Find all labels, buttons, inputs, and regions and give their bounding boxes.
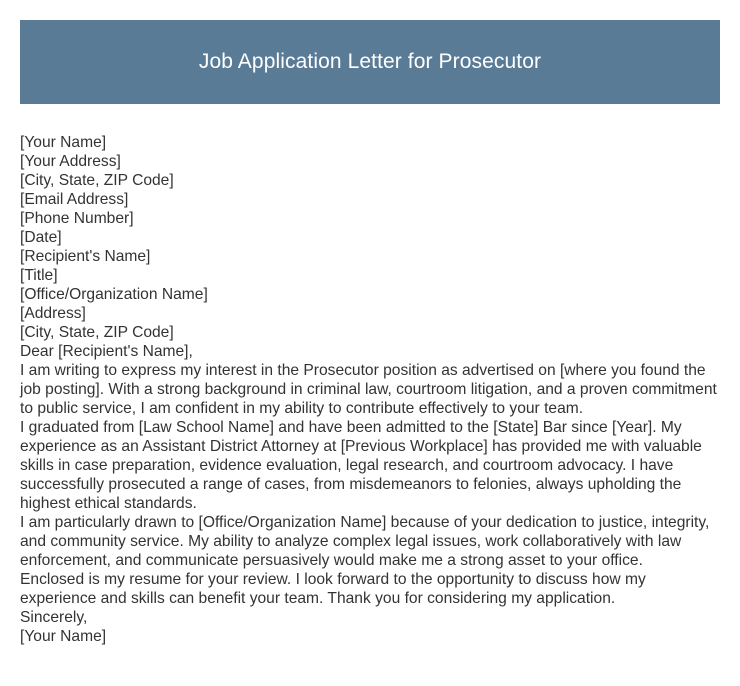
sender-address: [Your Address]	[20, 153, 121, 170]
signature: [Your Name]	[20, 628, 107, 645]
sender-city-state-zip: [City, State, ZIP Code]	[20, 172, 174, 189]
letter-date: [Date]	[20, 229, 62, 246]
page-title: Job Application Letter for Prosecutor	[198, 50, 542, 73]
paragraph-motivation: I am particularly drawn to [Office/Organization Name] because of your dedication to justice, integrity, and community service. My ability to analyze complex legal issues, work collaboratively with law enforcement, and communicate persuasively would make me a strong asset to your office.	[20, 514, 710, 569]
sender-email: [Email Address]	[20, 191, 129, 208]
letter-body	[20, 133, 725, 646]
paragraph-closing: Enclosed is my resume for your review. I look forward to the opportunity to discuss how my experience and skills can benefit your team. Thank you for considering my application.	[20, 571, 646, 607]
sender-phone: [Phone Number]	[20, 210, 134, 227]
paragraph-intro: I am writing to express my interest in the Prosecutor position as advertised on [where you found the job posting]. With a strong background in criminal law, courtroom litigation, and a proven commitment to public service, I am confident in my ability to contribute effectively to your team.	[20, 362, 717, 417]
recipient-city-state-zip: [City, State, ZIP Code]	[20, 324, 174, 341]
closing: Sincerely,	[20, 609, 88, 626]
recipient-organization: [Office/Organization Name]	[20, 286, 208, 303]
recipient-name: [Recipient's Name]	[20, 248, 151, 265]
recipient-address: [Address]	[20, 305, 86, 322]
recipient-title: [Title]	[20, 267, 58, 284]
sender-name: [Your Name]	[20, 134, 107, 151]
salutation: Dear [Recipient's Name],	[20, 343, 193, 360]
paragraph-experience: I graduated from [Law School Name] and have been admitted to the [State] Bar since [Year]. My experience as an Assistant District Attorney at [Previous Workplace] has provided me with valuable skills in case preparation, evidence evaluation, legal research, and courtroom advocacy. I have successfully prosecuted a range of cases, from misdemeanors to felonies, always upholding the highest ethical standards.	[20, 419, 702, 512]
header-banner	[20, 20, 720, 104]
